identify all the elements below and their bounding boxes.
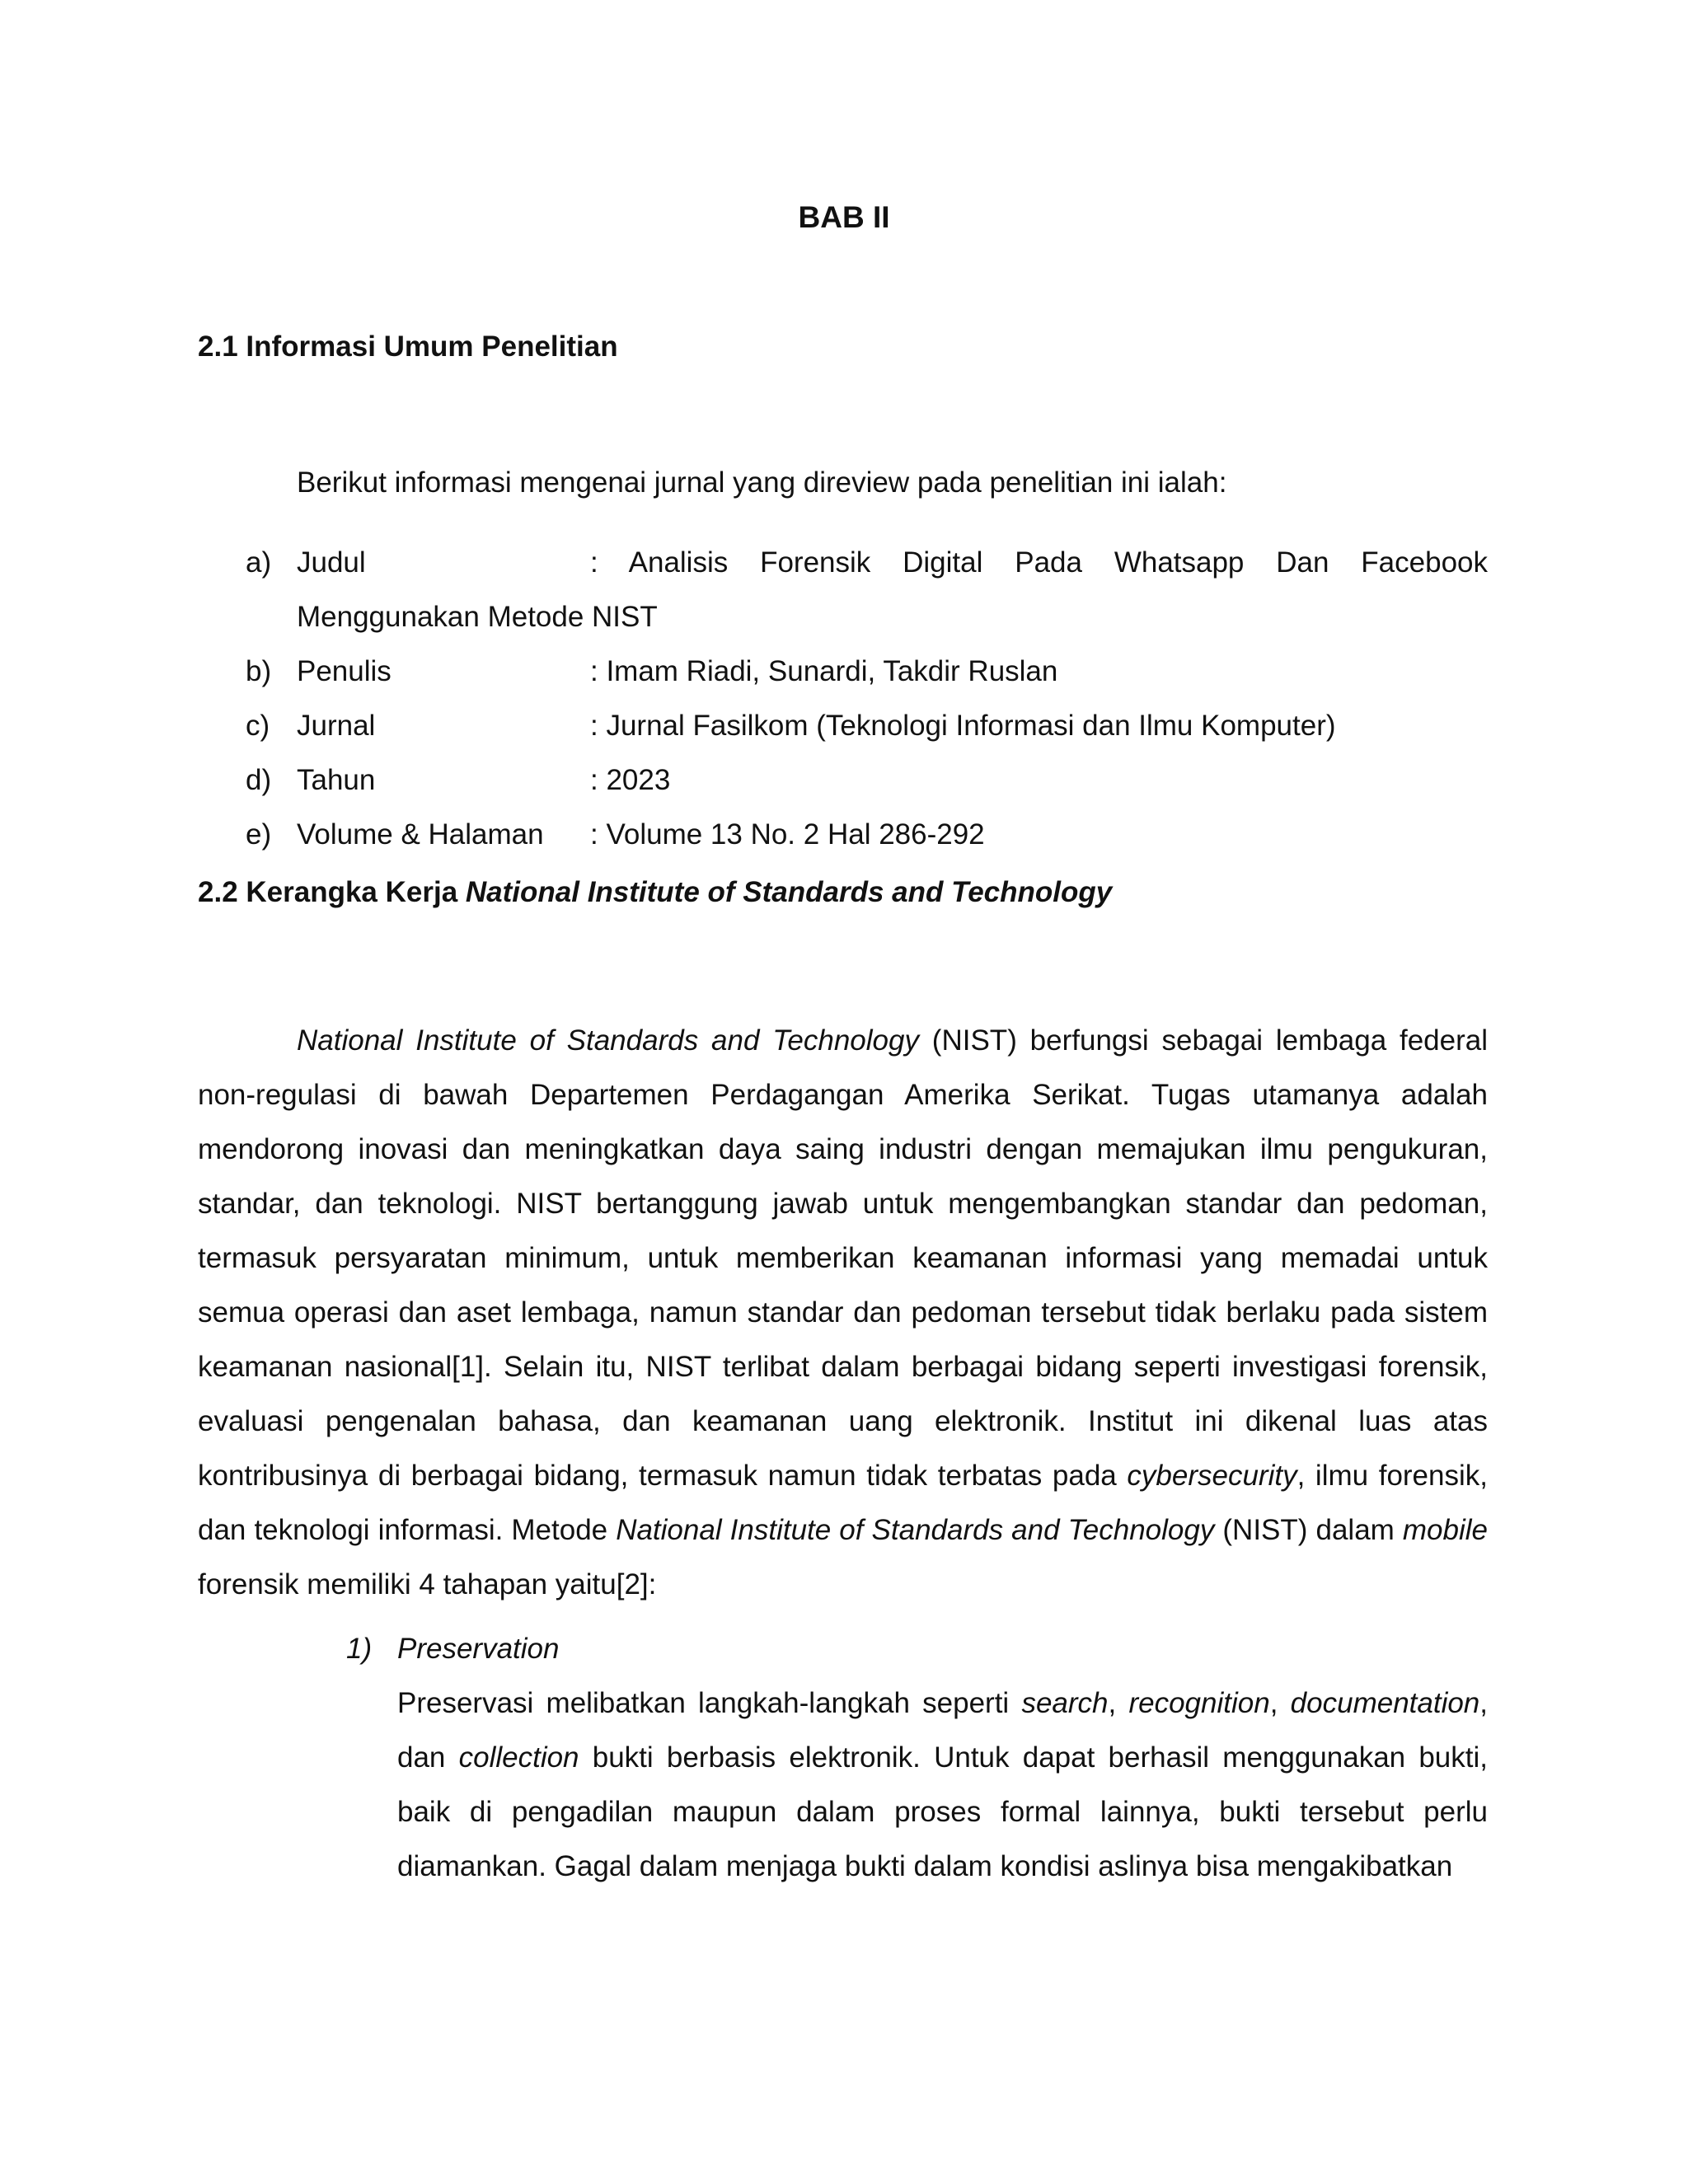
italic-term: recognition	[1128, 1687, 1270, 1719]
info-value: : Volume 13 No. 2 Hal 286-292	[590, 818, 985, 851]
intro-text: Berikut informasi mengenai jurnal yang direview pada penelitian ini ialah:	[297, 466, 1227, 499]
info-value: : Analisis Forensik Digital Pada Whatsapp Dan Facebook	[590, 546, 1488, 579]
list-marker: a)	[246, 546, 272, 579]
italic-term: mobile	[1402, 1514, 1488, 1546]
italic-term: National Institute of Standards and Technology	[297, 1024, 919, 1057]
italic-term: collection	[458, 1741, 579, 1774]
info-value: : Jurnal Fasilkom (Teknologi Informasi dan Ilmu Komputer)	[590, 710, 1336, 742]
list-marker: c)	[246, 710, 270, 742]
section-heading-2-1: 2.1 Informasi Umum Penelitian	[198, 330, 618, 363]
italic-term: cybersecurity	[1127, 1460, 1297, 1492]
info-item-volume	[198, 808, 1488, 862]
paragraph-text: (NIST) berfungsi sebagai lembaga federal non-regulasi di bawah Departemen Perdagangan Amerika Serikat. Tugas utamanya adalah mendorong inovasi dan meningkatkan daya saing industri dengan memajukan ilmu pengukuran, standar, dan teknologi. NIST bertanggung jawab untuk mengembangkan standar dan pedoman, termasuk persyaratan minimum, untuk memberikan keamanan informasi yang memadai untuk semua operasi dan aset lembaga, namun standar dan pedoman tersebut tidak berlaku pada sistem keamanan nasional[1]. Selain itu, NIST terlibat dalam berbagai bidang seperti investigasi forensik, evaluasi pengenalan bahasa, dan keamanan uang elektronik. Institut ini dikenal luas atas kontribusinya di berbagai bidang, termasuk namun tidak terbatas pada	[198, 1024, 1488, 1492]
heading-italic: National Institute of Standards and Technology	[465, 876, 1113, 908]
journal-info-list	[198, 536, 1488, 862]
paragraph-text: ,	[1269, 1687, 1291, 1719]
info-item-year	[198, 753, 1488, 808]
info-value: : 2023	[590, 764, 671, 796]
info-item-author	[198, 644, 1488, 699]
list-marker: e)	[246, 818, 272, 851]
info-label: Penulis	[297, 655, 392, 687]
info-label: Jurnal	[297, 710, 376, 742]
subitem-heading	[346, 1622, 559, 1676]
info-label: Volume & Halaman	[297, 818, 544, 851]
paragraph-text: ,	[1108, 1687, 1129, 1719]
info-value: : Imam Riadi, Sunardi, Takdir Ruslan	[590, 655, 1058, 687]
paragraph-text: Preservasi melibatkan langkah-langkah seperti	[397, 1687, 1022, 1719]
italic-term: search	[1021, 1687, 1109, 1719]
nist-paragraph	[198, 1014, 1488, 1612]
info-label: Judul	[297, 546, 366, 579]
subitem-title: Preservation	[397, 1633, 560, 1665]
italic-term: National Institute of Standards and Technology	[616, 1514, 1215, 1546]
chapter-title: BAB II	[798, 200, 890, 234]
list-marker: b)	[246, 655, 272, 687]
info-item-title	[198, 536, 1488, 644]
section-heading-2-2	[198, 873, 1112, 912]
info-value-continuation: Menggunakan Metode NIST	[297, 601, 658, 633]
heading-prefix: 2.2 Kerangka Kerja	[198, 876, 466, 908]
list-marker: d)	[246, 764, 272, 796]
paragraph-text: bukti berbasis elektronik. Untuk dapat berhasil menggunakan bukti, baik di pengadilan maupun dalam proses formal lainnya, bukti tersebut perlu diamankan. Gagal dalam menjaga bukti dalam kondisi aslinya bisa mengakibatkan	[397, 1741, 1488, 1882]
subitem-number: 1)	[346, 1633, 373, 1665]
info-item-journal	[198, 699, 1488, 753]
info-label: Tahun	[297, 764, 376, 796]
preservation-paragraph	[397, 1676, 1488, 1894]
italic-term: documentation	[1290, 1687, 1480, 1719]
paragraph-text: forensik memiliki 4 tahapan yaitu[2]:	[198, 1568, 657, 1601]
paragraph-text: , ilmu forensik, dan teknologi informasi. Metode	[198, 1460, 1488, 1546]
paragraph-text: (NIST) dalam	[1214, 1514, 1403, 1546]
paragraph-text: , dan	[397, 1687, 1489, 1774]
